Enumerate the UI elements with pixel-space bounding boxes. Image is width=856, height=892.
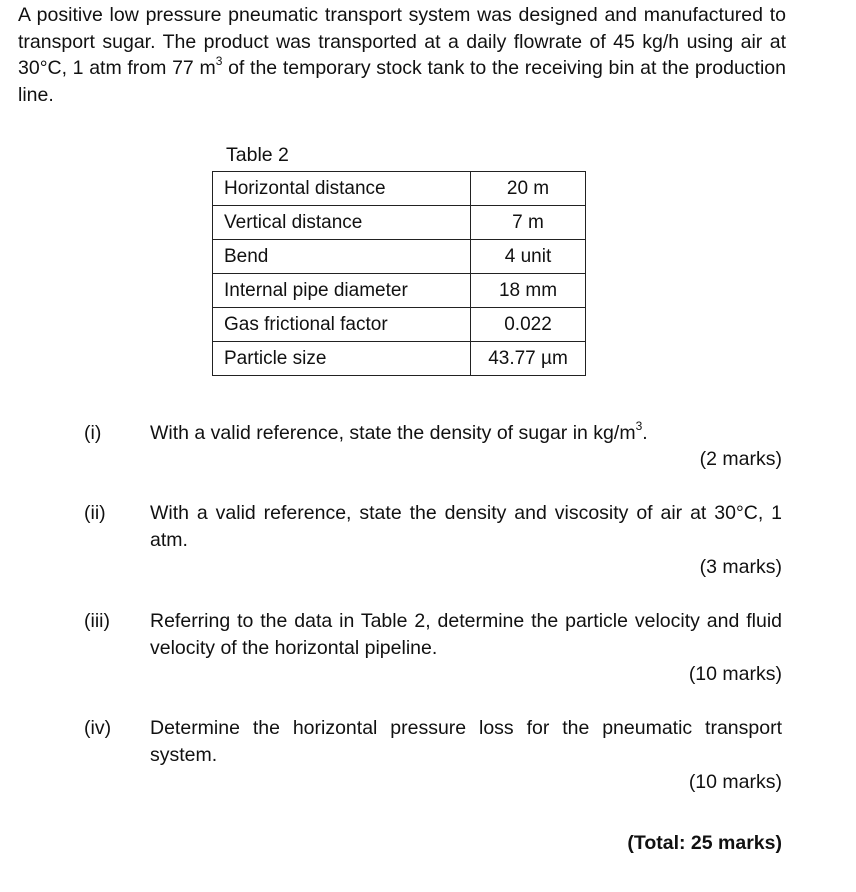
table-row — [213, 206, 586, 240]
total-marks: (Total: 25 marks) — [627, 832, 782, 854]
problem-statement-part2: of the temporary stock tank to the receiving bin at the production line. — [18, 57, 786, 106]
question-marks: (2 marks) — [699, 448, 782, 470]
data-table — [212, 171, 586, 376]
table-cell-value: 7 m — [471, 206, 586, 240]
question-number: (iii) — [84, 610, 110, 632]
question-text-main: With a valid reference, state the density of sugar in kg/m — [150, 422, 636, 444]
question-text — [150, 420, 782, 447]
table-caption: Table 2 — [226, 144, 289, 166]
table-cell-label: Bend — [213, 240, 471, 274]
table-cell-value: 0.022 — [471, 308, 586, 342]
question-marks: (10 marks) — [688, 771, 782, 793]
table-cell-value: 4 unit — [471, 240, 586, 274]
table-cell-label: Particle size — [213, 342, 471, 376]
table-cell-value: 18 mm — [471, 274, 586, 308]
question-text-superscript: 3 — [635, 418, 643, 433]
table-cell-label: Gas frictional factor — [213, 308, 471, 342]
problem-statement-superscript: 3 — [215, 53, 223, 68]
question-text: Referring to the data in Table 2, determine the particle velocity and fluid velocity of the horizontal pipeline. — [150, 610, 782, 659]
table-cell-label: Vertical distance — [213, 206, 471, 240]
question-number: (iv) — [84, 717, 112, 739]
table-row — [213, 308, 586, 342]
table-cell-value: 43.77 µm — [471, 342, 586, 376]
table-cell-label: Horizontal distance — [213, 172, 471, 206]
problem-statement — [18, 2, 786, 108]
question-text-end: . — [642, 422, 648, 444]
table-row — [213, 240, 586, 274]
table-cell-label: Internal pipe diameter — [213, 274, 471, 308]
table-row — [213, 342, 586, 376]
table-row — [213, 172, 586, 206]
question-number: (ii) — [84, 502, 106, 524]
question-marks: (3 marks) — [699, 556, 782, 578]
table-cell-value: 20 m — [471, 172, 586, 206]
problem-statement-part1: A positive low pressure pneumatic transport system was designed and manufactured to transport sugar. The product was transported at a daily flowrate of 45 kg/h using air at 30°C, 1 atm from 77 m — [18, 4, 786, 79]
question-marks: (10 marks) — [688, 663, 782, 685]
question-number: (i) — [84, 422, 102, 444]
question-text: Determine the horizontal pressure loss for the pneumatic transport system. — [150, 717, 782, 766]
table-row — [213, 274, 586, 308]
question-text: With a valid reference, state the density and viscosity of air at 30°C, 1 atm. — [150, 502, 782, 551]
